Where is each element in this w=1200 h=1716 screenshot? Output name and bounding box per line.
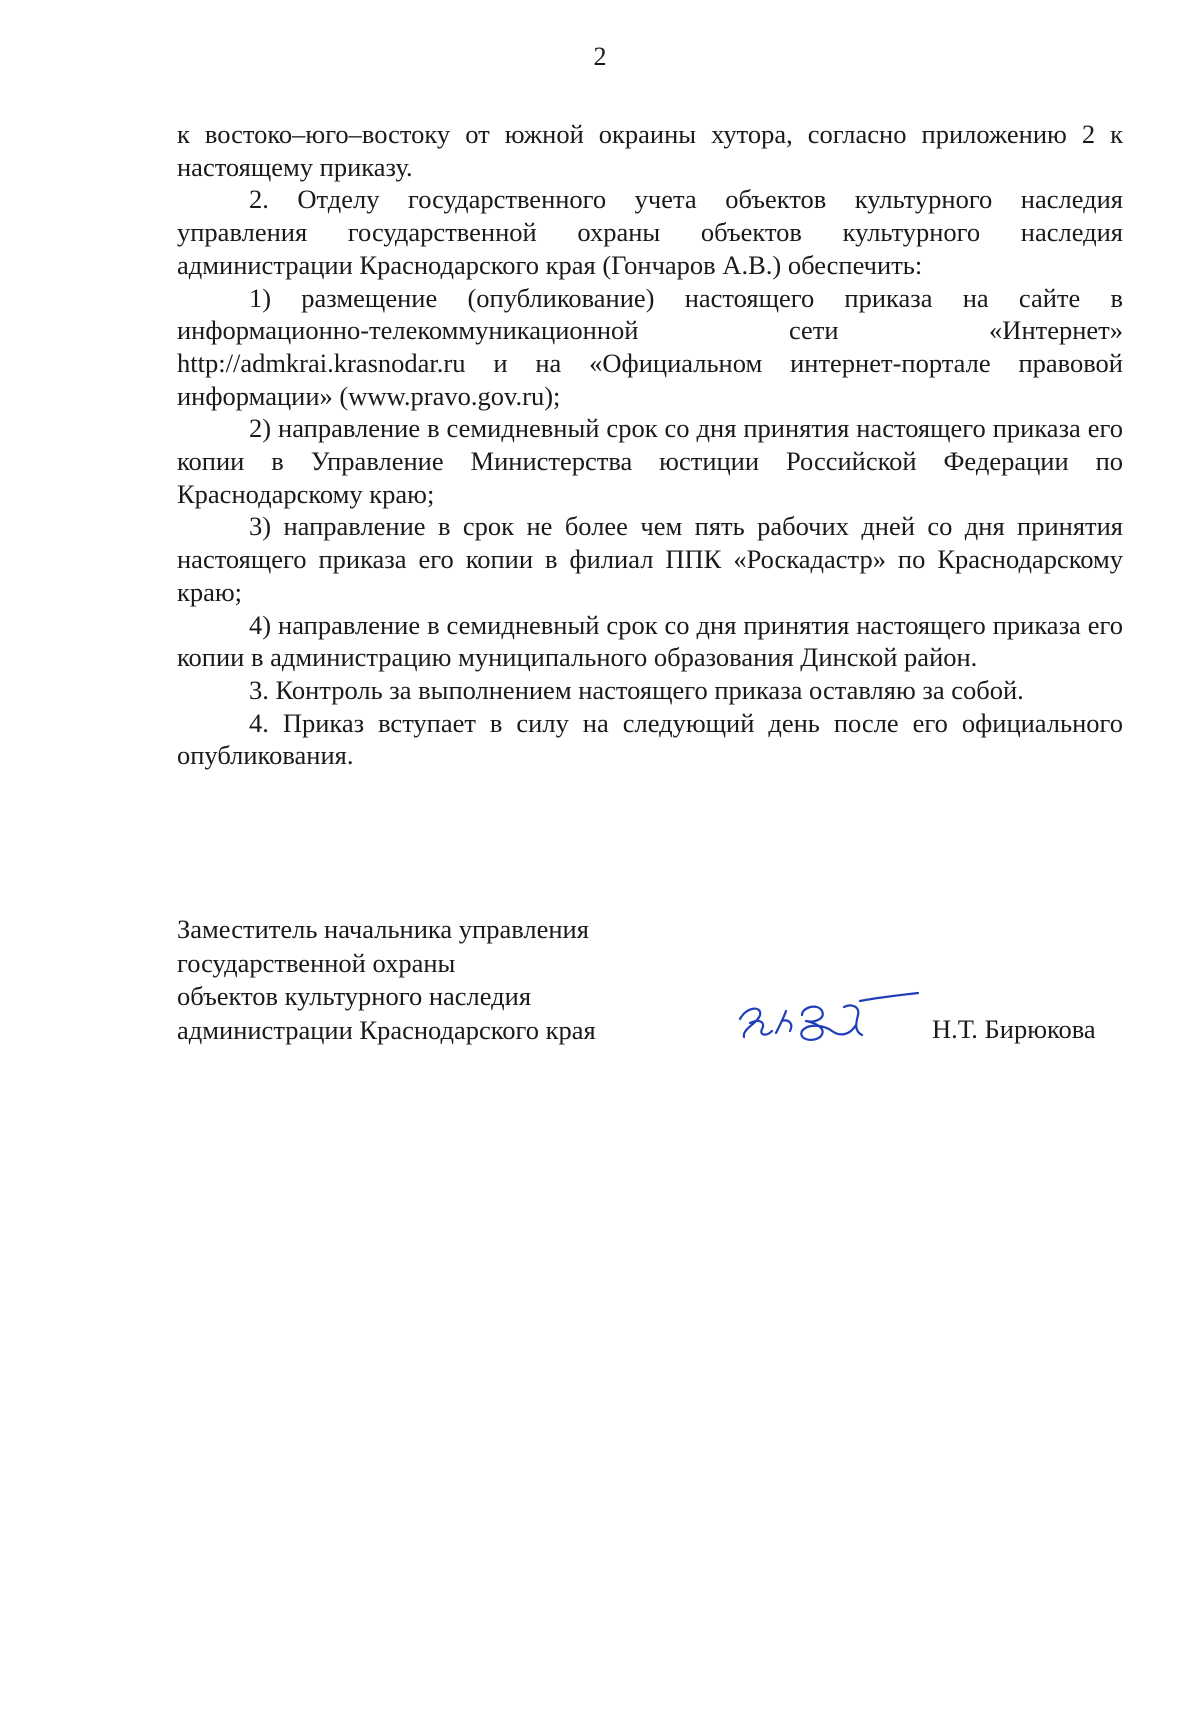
document-body [177, 118, 1123, 772]
signatory-title [177, 913, 697, 1047]
paragraph-subitem-1: 1) размещение (опубликование) настоящего приказа на сайте в информационно-телекоммуникационной сети «Интернет» http://admkrai.krasnodar.ru и на «Официальном интернет-портале правовой информации» (www.pravo.gov.ru); [177, 282, 1123, 411]
paragraph-subitem-4: 4) направление в семидневный срок со дня принятия настоящего приказа его копии в администрацию муниципального образования Динской район. [177, 609, 1123, 673]
paragraph-item-2: 2. Отделу государственного учета объектов культурного наследия управления государственной охраны объектов культурного наследия администрации Краснодарского края (Гончаров А.В.) обеспечить: [177, 184, 1123, 280]
paragraph-item-4: 4. Приказ вступает в силу на следующий день после его официального опубликования. [177, 707, 1123, 771]
signature-block [177, 913, 1123, 1053]
signatory-name: Н.Т. Бирюкова [932, 1014, 1096, 1044]
paragraph-item-3: 3. Контроль за выполнением настоящего приказа оставляю за собой. [249, 674, 1024, 705]
paragraph-subitem-2: 2) направление в семидневный срок со дня принятия настоящего приказа его копии в Управление Министерства юстиции Российской Федерации по Краснодарскому краю; [177, 413, 1123, 509]
handwritten-signature [732, 985, 922, 1045]
signatory-title-line: Заместитель начальника управления [177, 914, 589, 944]
signatory-title-line: администрации Краснодарского края [177, 1014, 596, 1045]
signatory-title-line: объектов культурного наследия [177, 981, 532, 1011]
signatory-title-line: государственной охраны [177, 947, 456, 978]
paragraph-continuation: к востоко–юго–востоку от южной окраины хутора, согласно приложению 2 к настоящему приказу. [177, 119, 1123, 182]
page-number: 2 [593, 42, 607, 71]
paragraph-subitem-3: 3) направление в срок не более чем пять рабочих дней со дня принятия настоящего приказа его копии в филиал ППК «Роскадастр» по Краснодарскому краю; [177, 511, 1123, 607]
